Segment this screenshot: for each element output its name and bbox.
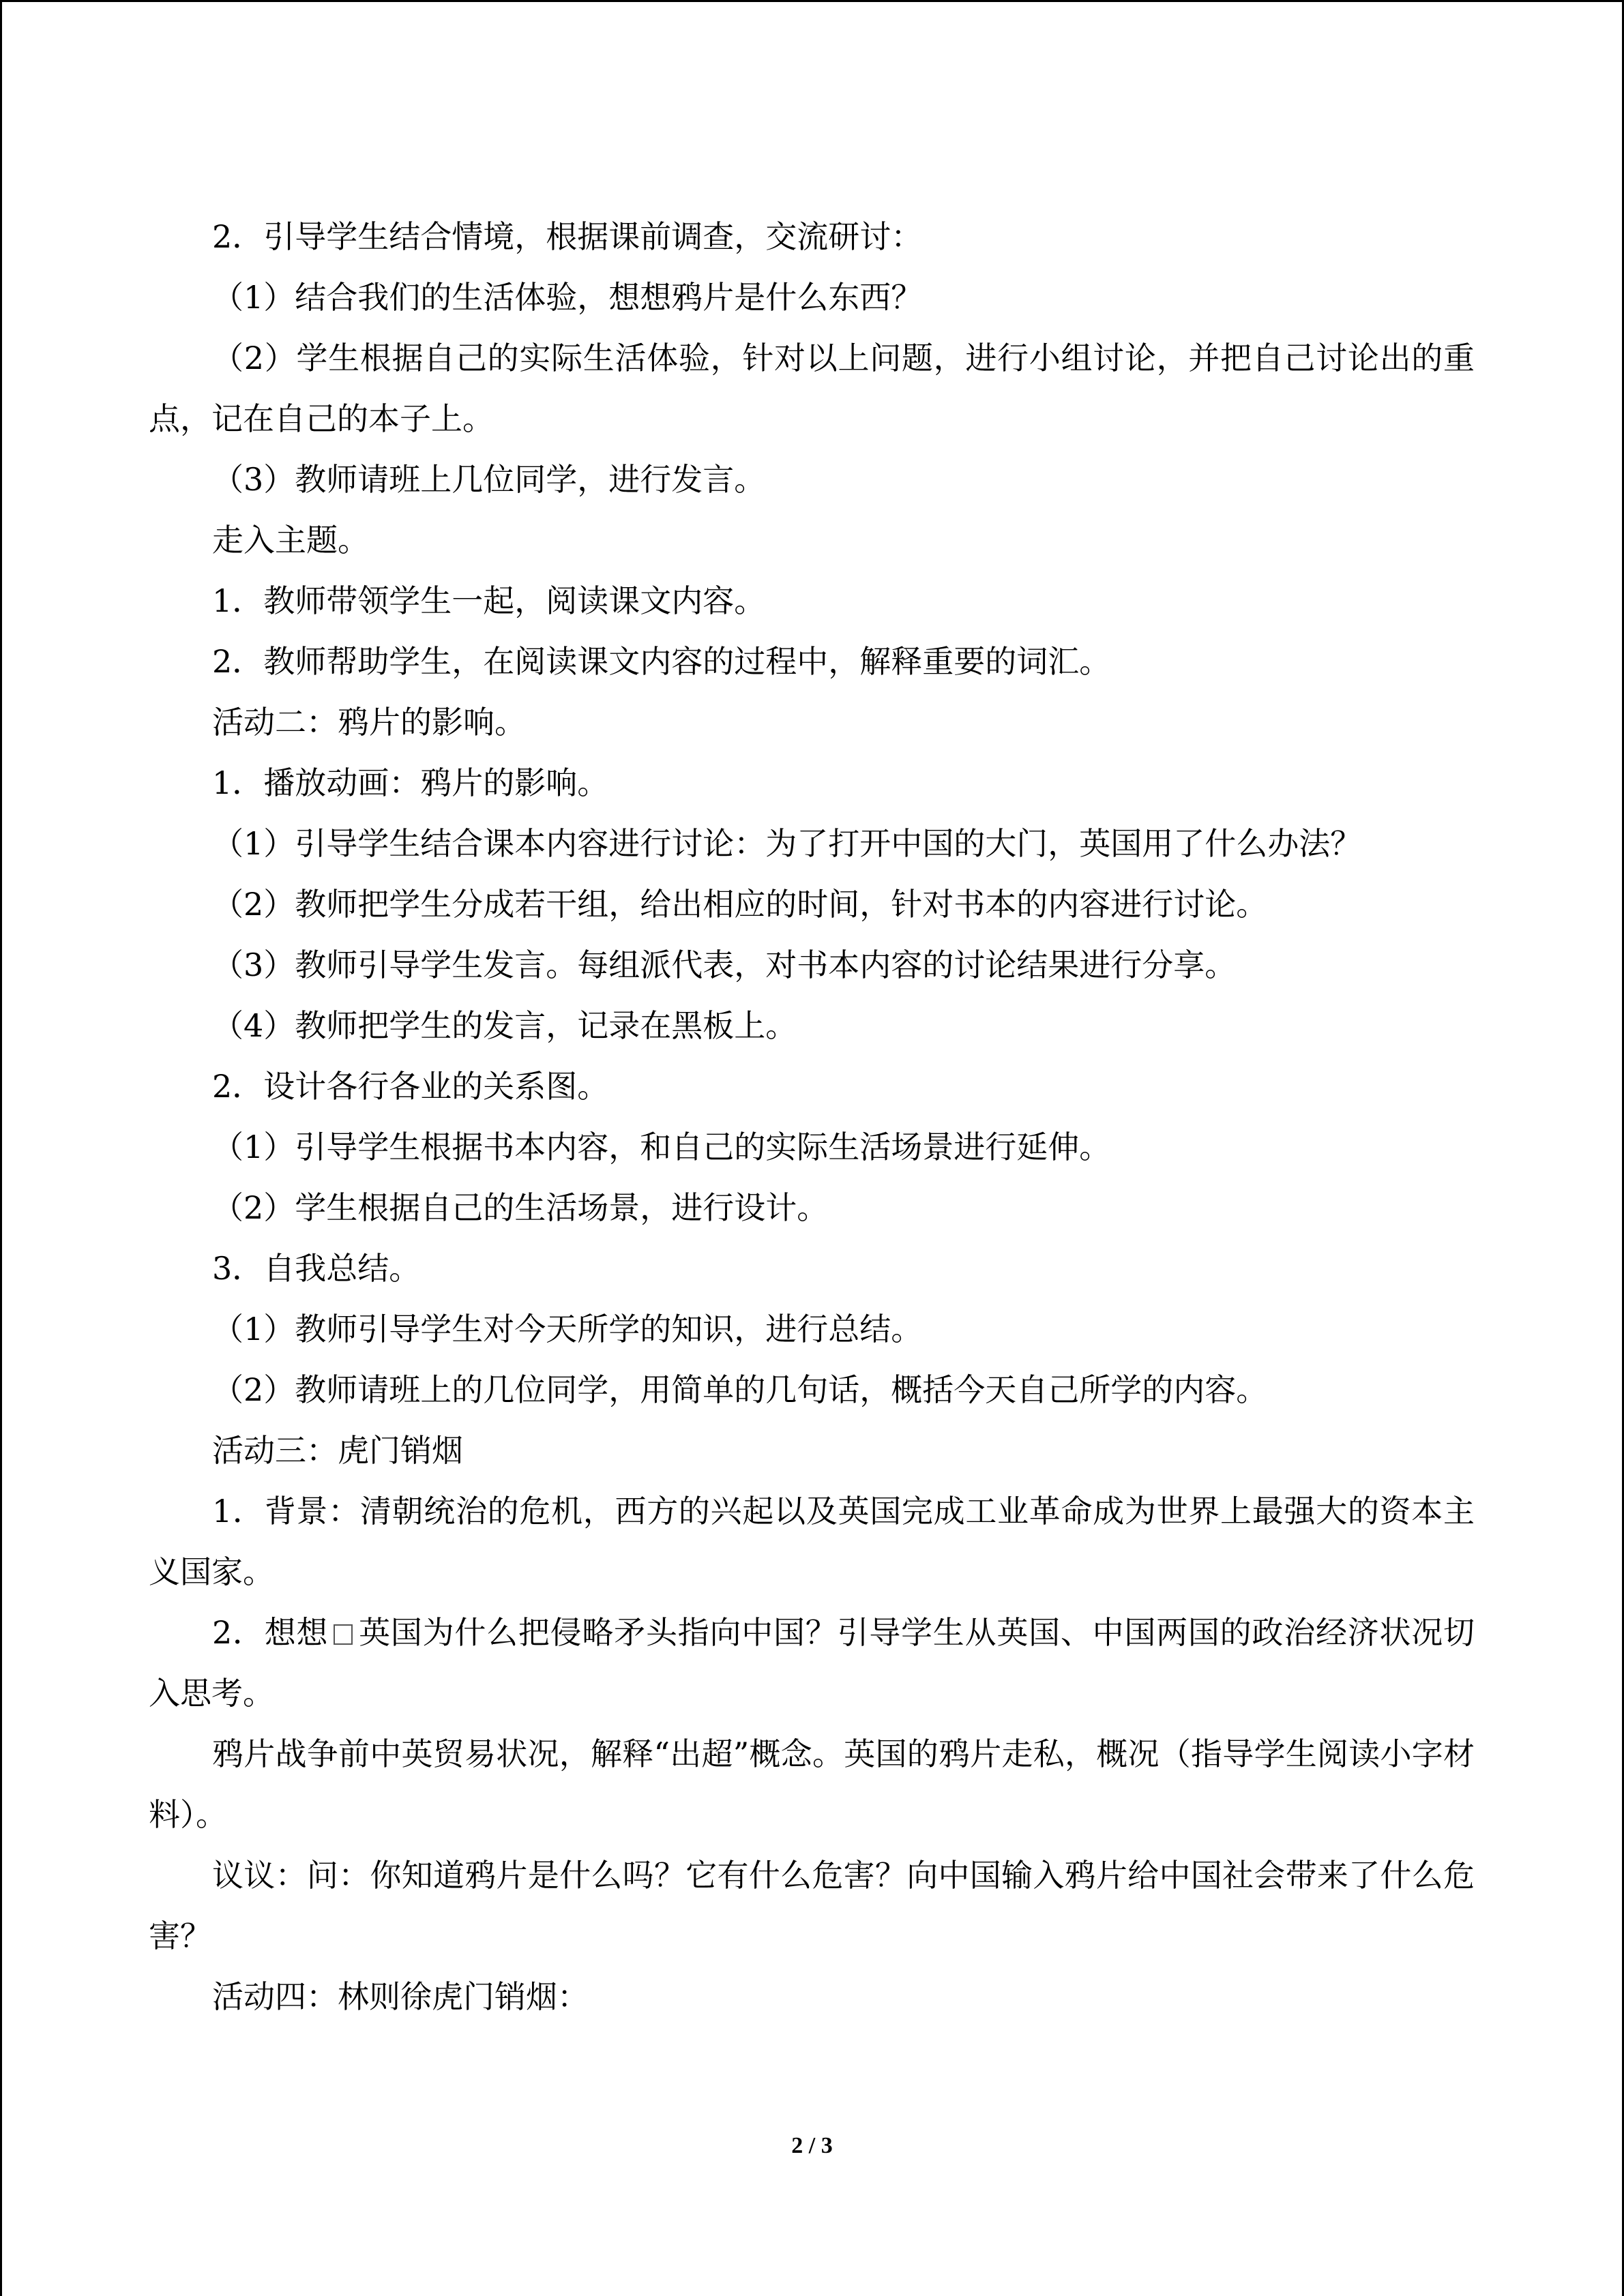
paragraph-text: 英国为什么把侵略矛头指向中国？引导学生从英国、中国两国的政治经济状况切入思考。 <box>149 1614 1475 1712</box>
paragraph: 2．教师帮助学生，在阅读课文内容的过程中，解释重要的词汇。 <box>212 643 1111 680</box>
paragraph: （1）结合我们的生活体验，想想鸦片是什么东西？ <box>212 279 923 316</box>
page-number: 2 / 3 <box>791 2133 833 2158</box>
paragraph: （4）教师把学生的发言，记录在黑板上。 <box>212 1007 797 1044</box>
paragraph: 议议：问：你知道鸦片是什么吗？它有什么危害？向中国输入鸦片给中国社会带来了什么危害？ <box>149 1857 1475 1954</box>
paragraph: 2．设计各行各业的关系图。 <box>212 1068 609 1105</box>
paragraph: 1．播放动画：鸦片的影响。 <box>212 764 609 801</box>
paragraph: （2）教师请班上的几位同学，用简单的几句话，概括今天自己所学的内容。 <box>212 1371 1268 1408</box>
paragraph: （1）引导学生结合课本内容进行讨论：为了打开中国的大门，英国用了什么办法？ <box>212 825 1362 862</box>
paragraph: （3）教师引导学生发言。每组派代表，对书本内容的讨论结果进行分享。 <box>212 946 1237 983</box>
section-heading: 活动三：虎门销烟 <box>212 1432 463 1469</box>
paragraph: （2）学生根据自己的实际生活体验，针对以上问题，进行小组讨论，并把自己讨论出的重点，记在自己的本子上。 <box>149 340 1475 437</box>
paragraph: 1．背景：清朝统治的危机，西方的兴起以及英国完成工业革命成为世界上最强大的资本主义国家。 <box>149 1493 1475 1590</box>
section-heading: 活动四：林则徐虎门销烟： <box>212 1978 589 2015</box>
paragraph: （1）教师引导学生对今天所学的知识，进行总结。 <box>212 1311 923 1347</box>
section-heading: 活动二：鸦片的影响。 <box>212 704 526 741</box>
section-heading: 走入主题。 <box>212 522 369 558</box>
paragraph-text: 2．想想 <box>212 1614 329 1651</box>
paragraph: （1）引导学生根据书本内容，和自己的实际生活场景进行延伸。 <box>212 1129 1111 1165</box>
paragraph: 鸦片战争前中英贸易状况，解释“出超”概念。英国的鸦片走私，概况（指导学生阅读小字材料）。 <box>149 1735 1475 1833</box>
paragraph: （2）教师把学生分成若干组，给出相应的时间，针对书本的内容进行讨论。 <box>212 886 1268 923</box>
paragraph <box>149 1602 1475 1724</box>
paragraph: 2．引导学生结合情境，根据课前调查，交流研讨： <box>212 218 923 255</box>
paragraph: （3）教师请班上几位同学，进行发言。 <box>212 461 766 498</box>
paragraph: 3．自我总结。 <box>212 1250 421 1287</box>
paragraph: （2）学生根据自己的生活场景，进行设计。 <box>212 1189 829 1226</box>
document-body <box>149 207 1475 2027</box>
missing-glyph-box-icon <box>334 1624 353 1645</box>
paragraph: 1．教师带领学生一起，阅读课文内容。 <box>212 582 766 619</box>
